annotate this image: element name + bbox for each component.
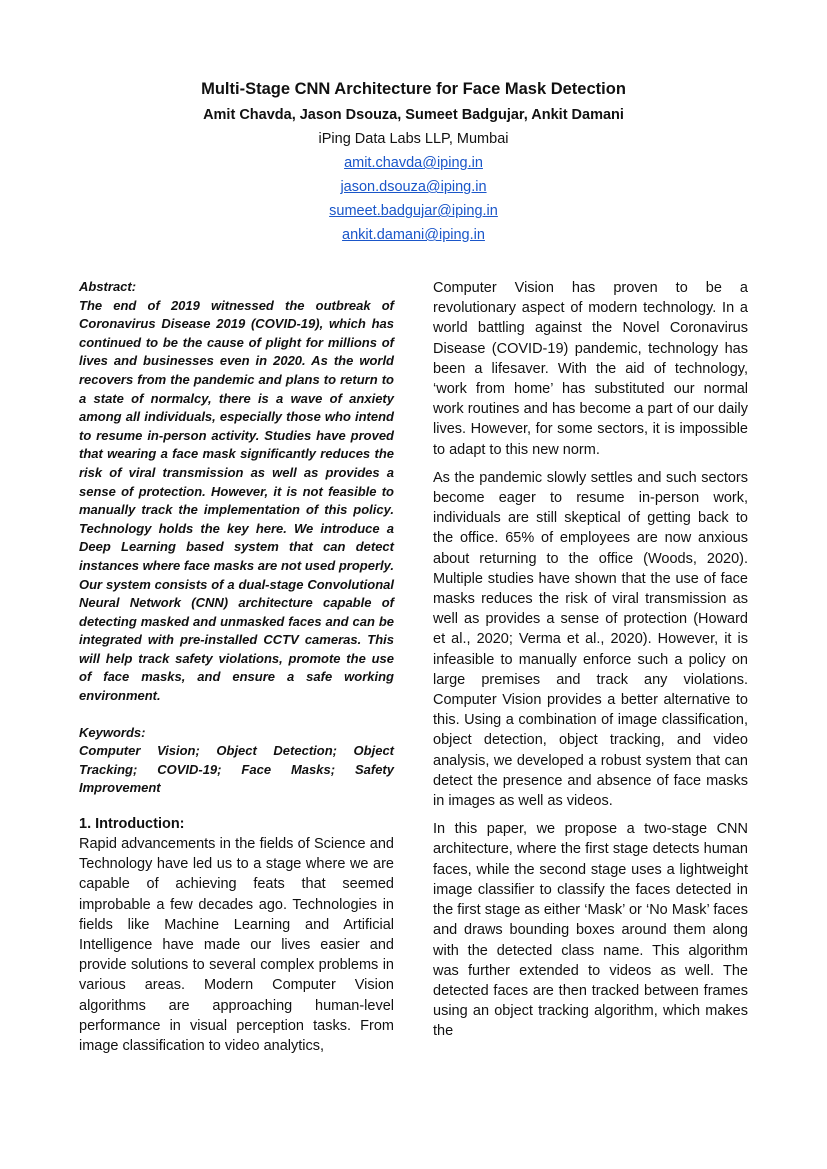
abstract-text: The end of 2019 witnessed the outbreak of Coronavirus Disease 2019 (COVID-19), which has continued to be the cause of plight for millions of lives and businesses even in 2020. As the world recovers from the pandemic and plans to return to a state of normalcy, there is a wave of anxiety among all individuals, especially those who intend to resume in-person activity. Studies have proved that wearing a face mask significantly reduces the risk of viral transmission as well as provides a sense of protection. However, it is not feasible to manually track the implementation of this policy. Technology holds the key here. We introduce a Deep Learning based system that can detect instances where face masks are not used properly. Our system consists of a dual-stage Convolutional Neural Network (CNN) architecture capable of detecting masked and unmasked faces and can be integrated with pre-installed CCTV cameras. This will help track safety violations, promote the use of face masks, and ensure a safe working environment. xyxy=(79,297,394,704)
left-column xyxy=(79,278,394,1056)
author-list: Amit Chavda, Jason Dsouza, Sumeet Badgujar, Ankit Damani xyxy=(203,107,624,123)
email-link-damani[interactable]: ankit.damani@iping.in xyxy=(342,227,485,243)
intro-paragraph-3: As the pandemic slowly settles and such sectors become eager to resume in-person work, individuals are still skeptical of getting back to the office. 65% of employees are now anxious about returning to the office (Woods, 2020). Multiple studies have shown that the use of face masks reduces the risk of viral transmission as well as provides a sense of protection (Howard et al., 2020; Verma et al., 2020). However, it is infeasible to manually enforce such a policy on large premises and track any violations. Computer Vision provides a better alternative to this. Using a combination of image classification, object detection, object tracking, and video analysis, we developed a robust system that can detect the presence and absence of face masks in images as well as videos. xyxy=(433,469,748,810)
paper-header xyxy=(0,78,827,247)
keywords-text: Computer Vision; Object Detection; Object Tracking; COVID-19; Face Masks; Safety Improvement xyxy=(79,743,394,796)
intro-paragraph-1: Rapid advancements in the fields of Science and Technology have led us to a stage where we are capable of achieving feats that seemed improbable a few decades ago. Technologies in fields like Machine Learning and Artificial Intelligence have made our lives easier and provide solutions to several complex problems in various areas. Modern Computer Vision algorithms are approaching human-level performance in visual perception tasks. From image classification to video analytics, xyxy=(79,836,394,1055)
email-link-badgujar[interactable]: sumeet.badgujar@iping.in xyxy=(329,203,498,219)
intro-paragraph-4: In this paper, we propose a two-stage CNN architecture, where the first stage detects human faces, while the second stage uses a lightweight image classifier to classify the faces detected in the first stage as either ‘Mask’ or ‘No Mask’ faces and draws bounding boxes around them along with the detected class name. This algorithm was further extended to videos as well. The detected faces are then tracked between frames using an object tracking algorithm, which makes the xyxy=(433,821,748,1040)
section-heading-introduction: 1. Introduction: xyxy=(79,816,185,833)
paper-title: Multi-Stage CNN Architecture for Face Mask Detection xyxy=(201,80,626,98)
right-column xyxy=(433,278,748,1042)
keywords-heading: Keywords: xyxy=(79,724,146,740)
email-link-dsouza[interactable]: jason.dsouza@iping.in xyxy=(340,179,487,195)
affiliation: iPing Data Labs LLP, Mumbai xyxy=(318,131,509,147)
abstract-heading: Abstract: xyxy=(79,279,137,294)
email-link-chavda[interactable]: amit.chavda@iping.in xyxy=(344,155,483,171)
intro-paragraph-2: Computer Vision has proven to be a revolutionary aspect of modern technology. In a world battling against the Novel Coronavirus Disease (COVID-19) pandemic, technology has been a lifesaver. With the aid of technology, ‘work from home’ has substituted our normal work routines and has become a part of our daily lives. However, for some sectors, it is impossible to adapt to this new norm. xyxy=(433,280,748,458)
